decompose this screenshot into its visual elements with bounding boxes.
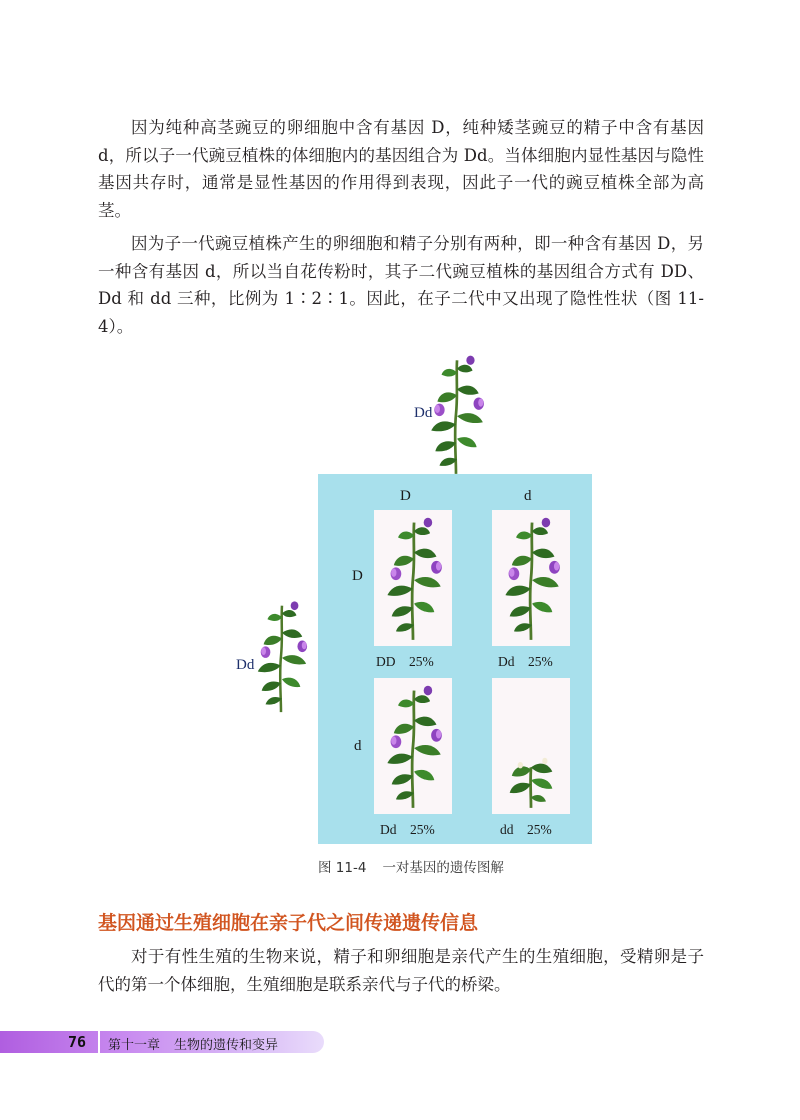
- cell-label-dd-hetero-2: Dd 25%: [380, 822, 435, 837]
- section-heading: 基因通过生殖细胞在亲子代之间传递遗传信息: [98, 912, 479, 934]
- cell-dd-hetero-1: [492, 510, 570, 646]
- row-header-d-dominant: D: [352, 568, 363, 584]
- tall-plant-icon: [378, 514, 448, 642]
- cell-dd-hetero-2: [374, 678, 452, 814]
- row-header-d-recessive: d: [354, 738, 362, 754]
- col-header-d-dominant: D: [400, 488, 411, 504]
- cell-dd-recessive: [492, 678, 570, 814]
- chapter-name: 生物的遗传和变异: [174, 1038, 279, 1053]
- chapter-title: [108, 1034, 278, 1053]
- top-parent-label: Dd: [414, 405, 433, 421]
- figure-caption: [318, 856, 504, 876]
- tall-plant-icon: [496, 514, 566, 642]
- caption-number: 图 11-4: [318, 860, 367, 876]
- paragraph-3: 对于有性生殖的生物来说，精子和卵细胞是亲代产生的生殖细胞，受精卵是子代的第一个体细胞，生殖细胞是联系亲代与子代的桥梁。: [98, 947, 704, 994]
- paragraph-2: 因为子一代豌豆植株产生的卵细胞和精子分别有两种，即一种含有基因 D，另一种含有基因 d，所以当自花传粉时，其子二代豌豆植株的基因组合方式有 DD、Dd 和 dd 三种，比例为 1∶2∶1。因此，在子二代中又出现了隐性性状（图 11-4）。: [98, 234, 704, 336]
- cell-label-dd: DD 25%: [376, 654, 434, 669]
- paragraph-1: 因为纯种高茎豌豆的卵细胞中含有基因 D，纯种矮茎豌豆的精子中含有基因 d，所以子一代豌豆植株的体细胞内的基因组合为 Dd。当体细胞内显性基因与隐性基因共存时，通常是显性基因的作用得到表现，因此子一代的豌豆植株全部为高茎。: [98, 118, 704, 220]
- short-plant-icon: [496, 682, 566, 810]
- left-parent-label: Dd: [236, 657, 255, 673]
- chapter-number: 第十一章: [108, 1038, 161, 1053]
- page-number: 76: [68, 1033, 87, 1051]
- footer-divider: [98, 1031, 100, 1053]
- left-parent-plant-icon: [246, 598, 316, 714]
- cell-label-dd-recessive: dd 25%: [500, 822, 552, 837]
- punnett-square: [318, 474, 592, 844]
- cell-label-dd-hetero-1: Dd 25%: [498, 654, 553, 669]
- tall-plant-icon: [378, 682, 448, 810]
- col-header-d-recessive: d: [524, 488, 532, 504]
- caption-text: 一对基因的遗传图解: [382, 860, 504, 876]
- cell-dd-dominant: [374, 510, 452, 646]
